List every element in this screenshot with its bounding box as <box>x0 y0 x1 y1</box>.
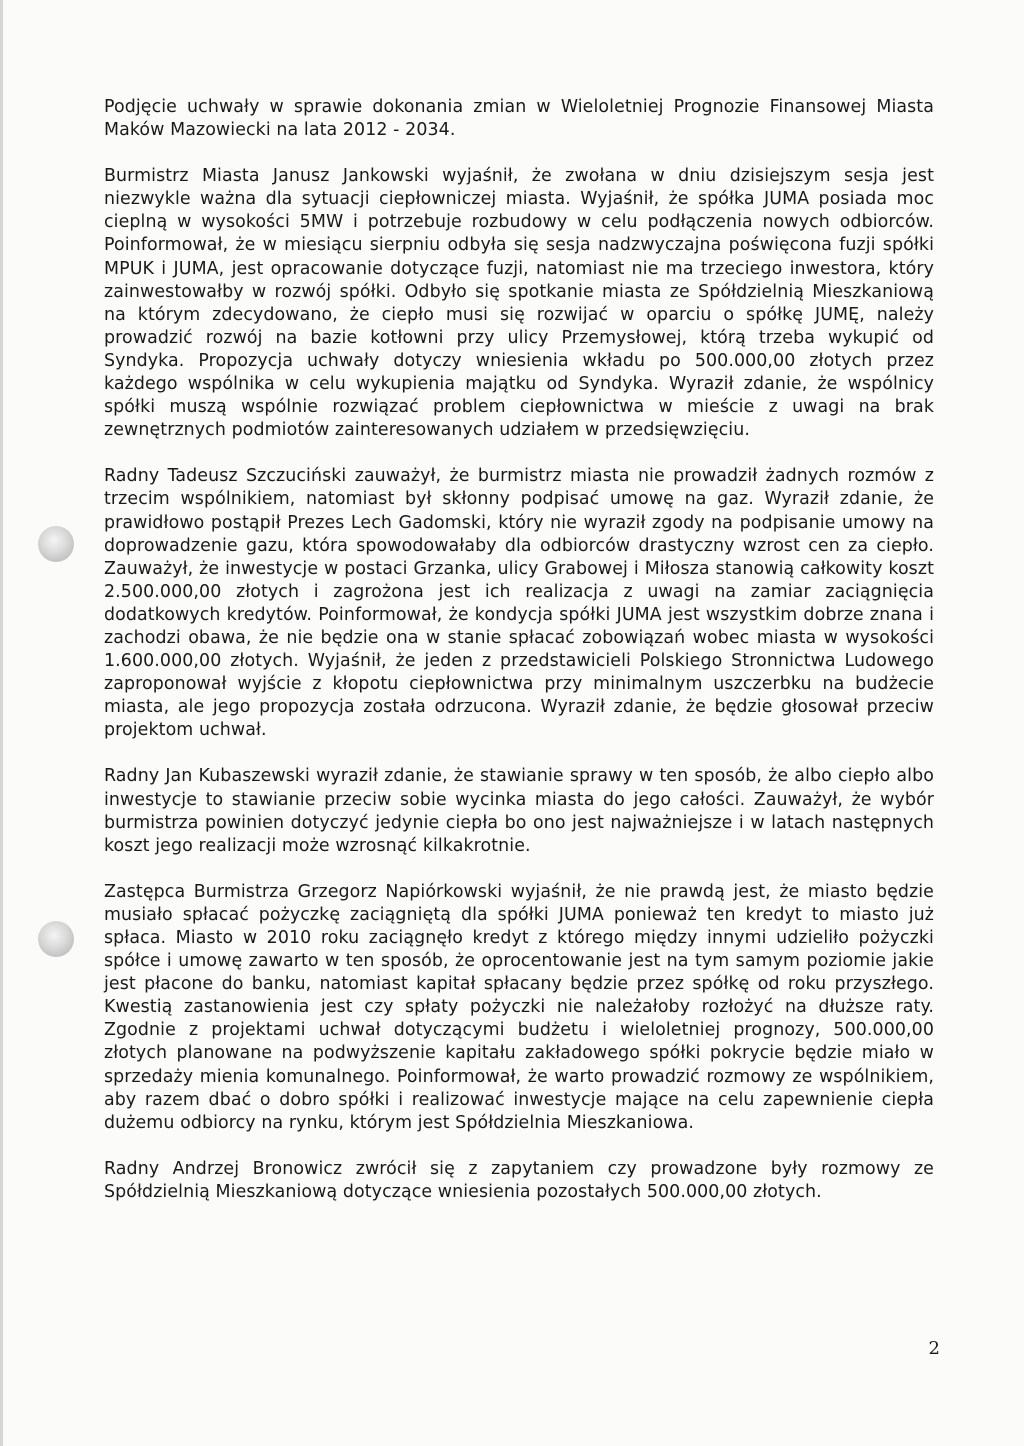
punch-hole-top <box>38 526 74 562</box>
paragraph-bronowicz: Radny Andrzej Bronowicz zwrócił się z zapytaniem czy prowadzone były rozmowy ze Spółdzielnią Mieszkaniową dotyczące wniesienia pozostałych 500.000,00 złotych. <box>104 1158 934 1202</box>
document-body <box>104 96 934 1227</box>
page-number: 2 <box>928 1338 940 1359</box>
paragraph-napiorkowski: Zastępca Burmistrza Grzegorz Napiórkowski wyjaśnił, że nie prawdą jest, że miasto będzie musiało spłacać pożyczkę zaciągniętą dla spółki JUMA ponieważ ten kredyt to miasto już spłaca. Miasto w 2010 roku zaciągnęło kredyt z którego między innymi udzieliło pożyczki spółce i umowę zawarto w ten sposób, że oprocentowanie jest na tym samym poziomie jakie jest płacone do banku, natomiast kapitał spłacany będzie przez spółkę od roku przyszłego. Kwestią zastanowienia jest czy spłaty pożyczki nie należałoby rozłożyć na dłuższe raty. Zgodnie z projektami uchwał dotyczącymi budżetu i wieloletniej prognozy, 500.000,00 złotych planowane na podwyższenie kapitału zakładowego spółki pokrycie będzie miało w sprzedaży mienia komunalnego. Poinformował, że warto prowadzić rozmowy ze wspólnikiem, aby razem dbać o dobro spółki i realizować inwestycje mające na celu zapewnienie ciepła dużemu odbiorcy na rynku, którym jest Spółdzielnia Mieszkaniowa. <box>104 881 934 1133</box>
punch-hole-bottom <box>38 921 74 957</box>
paragraph-szczucinski: Radny Tadeusz Szczuciński zauważył, że burmistrz miasta nie prowadził żadnych rozmów z trzecim wspólnikiem, natomiast był skłonny podpisać umowę na gaz. Wyraził zdanie, że prawidłowo postąpił Prezes Lech Gadomski, który nie wyraził zgody na podpisanie umowy na doprowadzenie gazu, która spowodowałaby dla odbiorców drastyczny wzrost cen za ciepło. Zauważył, że inwestycje w postaci Grzanka, ulicy Grabowej i Miłosza stanowią całkowity koszt 2.500.000,00 złotych i zagrożona jest ich realizacja z uwagi na zamiar zaciągnięcia dodatkowych kredytów. Poinformował, że kondycja spółki JUMA jest wszystkim dobrze znana i zachodzi obawa, że nie będzie ona w stanie spłacać zobowiązań wobec miasta w wysokości 1.600.000,00 złotych. Wyjaśnił, że jeden z przedstawicieli Polskiego Stronnictwa Ludowego zaproponował wyjście z kłopotu ciepłownictwa przy minimalnym uszczerbku na budżecie miasta, ale jego propozycja została odrzucona. Wyraził zdanie, że będzie głosował przeciw projektom uchwał. <box>104 466 934 741</box>
paragraph-agenda-item: Podjęcie uchwały w sprawie dokonania zmian w Wieloletniej Prognozie Finansowej Miasta Maków Mazowiecki na lata 2012 - 2034. <box>104 97 934 141</box>
paragraph-kubaszewski: Radny Jan Kubaszewski wyraził zdanie, że stawianie sprawy w ten sposób, że albo ciepło albo inwestycje to stawianie przeciw sobie wycinka miasta do jego całości. Zauważył, że wybór burmistrza powinien dotyczyć jedynie ciepła bo ono jest najważniejsze i w latach następnych koszt jego realizacji może wzrosnąć kilkakrotnie. <box>104 766 934 856</box>
page-edge <box>0 0 3 1446</box>
paragraph-burmistrz: Burmistrz Miasta Janusz Jankowski wyjaśnił, że zwołana w dniu dzisiejszym sesja jest niezwykle ważna dla sytuacji ciepłowniczej miasta. Wyjaśnił, że spółka JUMA posiada moc cieplną w wysokości 5MW i potrzebuje rozbudowy w celu podłączenia nowych odbiorców. Poinformował, że w miesiącu sierpniu odbyła się sesja nadzwyczajna poświęcona fuzji spółki MPUK i JUMA, jest opracowanie dotyczące fuzji, natomiast nie ma trzeciego inwestora, który zainwestowałby w rozwój spółki. Odbyło się spotkanie miasta ze Spółdzielnią Mieszkaniową na którym zdecydowano, że ciepło musi się rozwijać w oparciu o spółkę JUMĘ, należy prowadzić rozwój na bazie kotłowni przy ulicy Przemysłowej, którą trzeba wykupić od Syndyka. Propozycja uchwały dotyczy wniesienia wkładu po 500.000,00 złotych przez każdego wspólnika w celu wykupienia majątku od Syndyka. Wyraził zdanie, że wspólnicy spółki muszą wspólnie rozwiązać problem ciepłownictwa w mieście z uwagi na brak zewnętrznych podmiotów zainteresowanych udziałem w przedsięwzięciu. <box>104 166 934 441</box>
